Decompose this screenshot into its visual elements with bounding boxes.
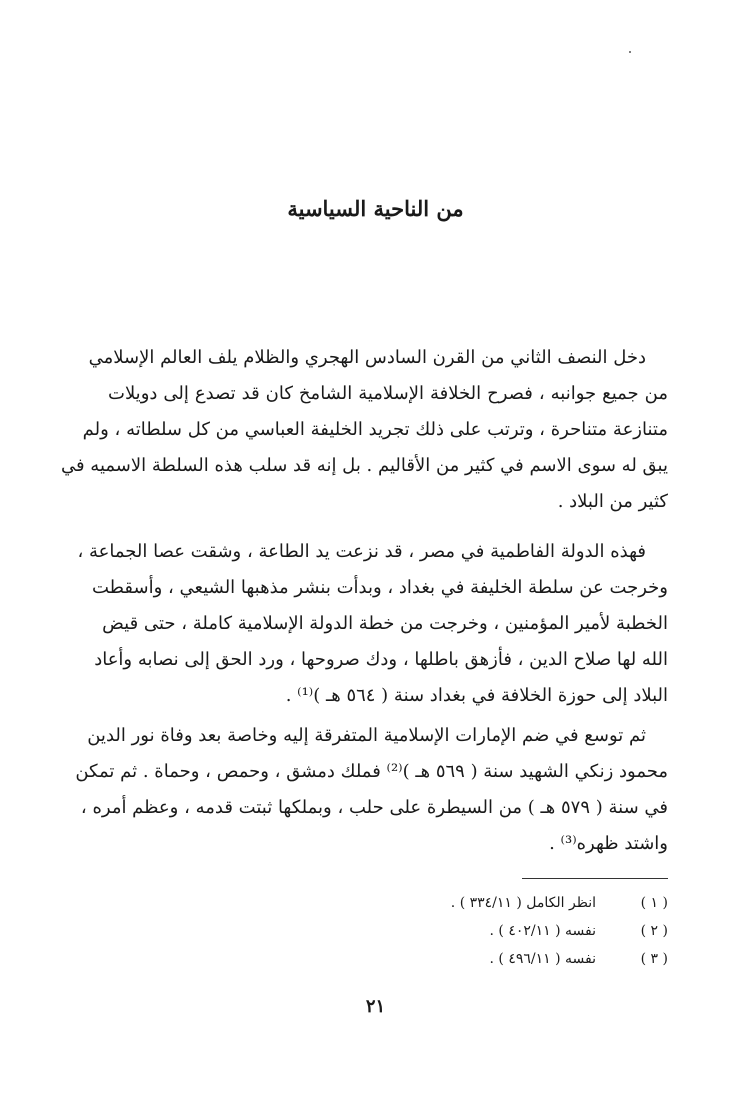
paragraph-line: يبق له سوى الاسم في كثير من الأقاليم . بل إنه قد سلب هذه السلطة الاسميه في (60, 455, 668, 476)
paragraph-line: دخل النصف الثاني من القرن السادس الهجري والظلام يلف العالم الإسلامي (88, 347, 646, 368)
paragraph-line: وخرجت عن سلطة الخليفة في بغداد ، وبدأت بنشر مذهبها الشيعي ، وأسقطت (91, 577, 668, 598)
paragraph-2 (77, 534, 668, 714)
footnote-2 (380, 917, 668, 945)
footnote-number: ( ١ ) (640, 895, 668, 911)
footnote-1 (380, 889, 668, 917)
footnote-text: نفسه ( ٤٠٢/١١ ) . (489, 923, 596, 939)
paragraph-line: محمود زنكي الشهيد سنة ( ٥٦٩ هـ )⁽²⁾ فملك دمشق ، وحمص ، وحماة . ثم تمكن (75, 761, 668, 782)
page-number: ٢١ (365, 996, 386, 1017)
footnote-3 (380, 945, 668, 973)
footnote-divider (522, 878, 668, 879)
paragraph-line: واشتد ظهره⁽³⁾ . (549, 833, 668, 854)
paragraph-line: كثير من البلاد . (557, 491, 668, 512)
paragraph-line: في سنة ( ٥٧٩ هـ ) من السيطرة على حلب ، وبملكها ثبتت قدمه ، وعظم أمره ، (80, 797, 668, 818)
footnote-number: ( ٣ ) (640, 951, 668, 967)
footnote-text: انظر الكامل ( ٣٣٤/١١ ) . (450, 895, 596, 911)
paragraph-line: متنازعة متناحرة ، وترتب على ذلك تجريد الخليفة العباسي من كل سلطاته ، ولم (82, 419, 668, 440)
paragraph-3 (75, 718, 668, 862)
paragraph-line: الله لها صلاح الدين ، فأزهق باطلها ، ودك صروحها ، ورد الحق إلى نصابه وأعاد (94, 649, 668, 670)
paragraph-line: البلاد إلى حوزة الخلافة في بغداد سنة ( ٥٦٤ هـ )⁽¹⁾ . (285, 685, 668, 706)
scan-speck (629, 51, 631, 53)
footnote-number: ( ٢ ) (640, 923, 668, 939)
paragraph-1 (60, 340, 668, 520)
footnote-text: نفسه ( ٤٩٦/١١ ) . (489, 951, 596, 967)
paragraph-line: ثم توسع في ضم الإمارات الإسلامية المتفرقة إليه وخاصة بعد وفاة نور الدين (87, 725, 646, 746)
footnotes (380, 889, 668, 973)
paragraph-line: من جميع جوانبه ، فصرح الخلافة الإسلامية الشامخ كان قد تصدع إلى دويلات (108, 383, 668, 404)
section-heading: من الناحية السياسية (287, 196, 464, 221)
paragraph-line: الخطبة لأمير المؤمنين ، وخرجت من خطة الدولة الإسلامية كاملة ، حتى قيض (102, 613, 668, 634)
paragraph-line: فهذه الدولة الفاطمية في مصر ، قد نزعت يد الطاعة ، وشقت عصا الجماعة ، (77, 541, 646, 562)
